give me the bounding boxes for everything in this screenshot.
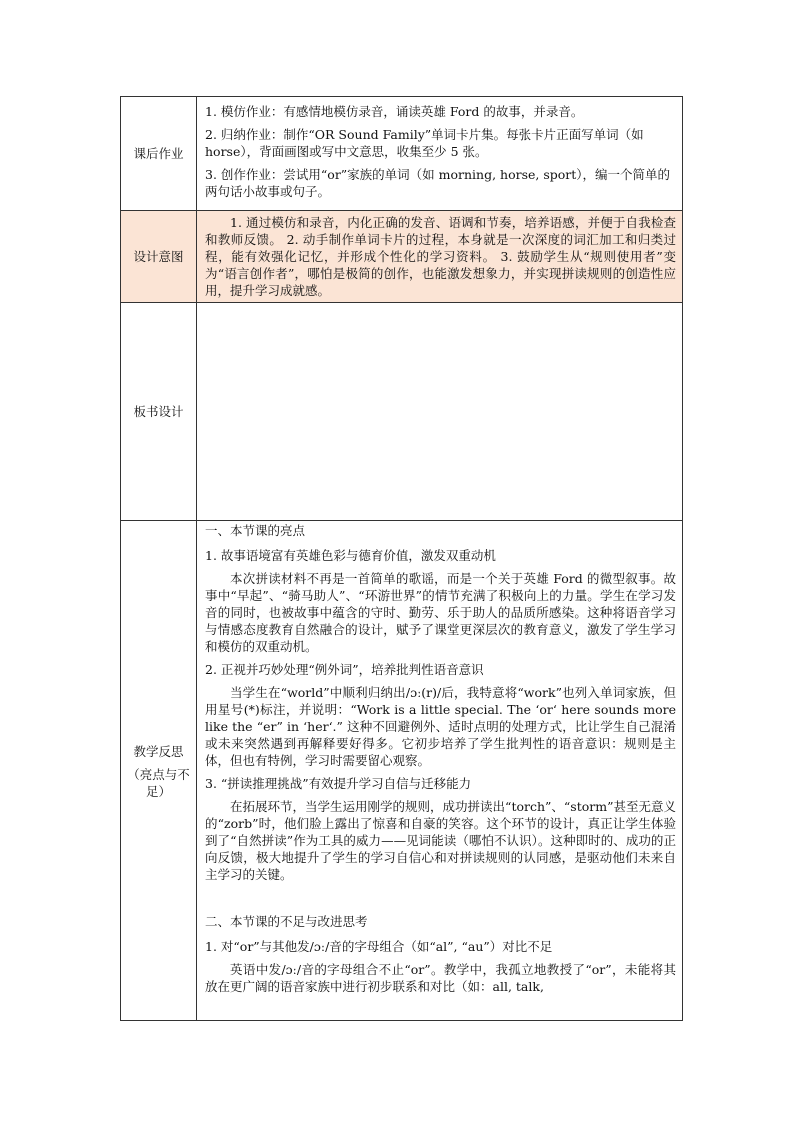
shortcoming-1-title: 1. 对“or”与其他发/ɔː/音的字母组合（如“al”, “au”）对比不足	[205, 939, 553, 954]
lesson-plan-table	[120, 96, 683, 1021]
homework-content	[197, 97, 683, 211]
design-intent-content	[197, 211, 683, 303]
reflection-sublabel: （亮点与不足）	[127, 766, 190, 799]
highlight-2-text: 当学生在“world”中顺利归纳出/ɔː(r)/后，我特意将“work”也列入单词家族，但用星号(*)标注，并说明：“Work is a little special. The ‘or‘ here sounds more like the “er” in ‘her‘.” 这种不回避例外、适时点明的处理方式，比让学生自己混淆或未来突然遇到再解释要好得多。它初步培养了学生批判性的语音意识：规则是主体，但也有特例，学习时需要留心观察。	[205, 685, 676, 768]
shortcoming-1-text: 英语中发/ɔː/音的字母组合不止“or”。教学中，我孤立地教授了“or”，未能将其放在更广阔的语音家族中进行初步联系和对比（如：all, talk,	[205, 962, 676, 994]
highlight-1-title: 1. 故事语境富有英雄色彩与德育价值，激发双重动机	[205, 548, 496, 563]
reflection-content	[197, 521, 683, 1021]
board-design-content	[197, 303, 683, 521]
highlights-heading: 一、本节课的亮点	[205, 523, 306, 538]
design-intent-label: 设计意图	[121, 211, 197, 303]
highlight-1-text: 本次拼读材料不再是一首简单的歌谣，而是一个关于英雄 Ford 的微型叙事。故事中“早起”、“骑马助人”、“环游世界”的情节充满了积极向上的力量。学生在学习发音的同时，也被故事中蕴含的守时、勤劳、乐于助人的品质所感染。这种将语音学习与情感态度教育自然融合的设计，赋予了课堂更深层次的教育意义，激发了学生学习和模仿的双重动机。	[205, 571, 676, 654]
homework-item-2: 2. 归纳作业：制作“OR Sound Family”单词卡片集。每张卡片正面写单词（如 horse），背面画图或写中文意思，收集至少 5 张。	[205, 127, 644, 159]
homework-item-1: 1. 模仿作业：有感情地模仿录音，诵读英雄 Ford 的故事，并录音。	[205, 104, 584, 119]
reflection-title: 教学反思	[133, 743, 184, 759]
highlight-3-text: 在拓展环节，当学生运用刚学的规则，成功拼读出“torch”、“storm”甚至无意义的“zorb”时，他们脸上露出了惊喜和自豪的笑容。这个环节的设计，真正让学生体验到了“自然拼读”作为工具的威力——见词能读（哪怕不认识）。这种即时的、成功的正向反馈，极大地提升了学生的学习自信心和对拼读规则的认同感，是驱动他们未来自主学习的关键。	[205, 799, 676, 882]
design-intent-text: 1. 通过模仿和录音，内化正确的发音、语调和节奏，培养语感，并便于自我检查和教师反馈。 2. 动手制作单词卡片的过程，本身就是一次深度的词汇加工和归类过程，能有效强化记忆，并形成个性化的学习资料。 3. 鼓励学生从“规则使用者”变为“语言创作者”，哪怕是极简的创作，也能激发想象力，并实现拼读规则的创造性应用，提升学习成就感。	[205, 215, 676, 298]
design-intent-row	[121, 211, 683, 303]
homework-row	[121, 97, 683, 211]
board-design-row	[121, 303, 683, 521]
homework-item-3: 3. 创作作业：尝试用“or”家族的单词（如 morning, horse, sport），编一个简单的两句话小故事或句子。	[205, 167, 671, 199]
highlight-2-title: 2. 正视并巧妙处理“例外词”，培养批判性语音意识	[205, 662, 484, 677]
homework-label: 课后作业	[121, 97, 197, 211]
shortcomings-heading: 二、本节课的不足与改进思考	[205, 914, 368, 929]
highlight-3-title: 3. “拼读推理挑战”有效提升学习自信与迁移能力	[205, 776, 472, 791]
reflection-label	[121, 521, 197, 1021]
spacer	[205, 889, 676, 913]
reflection-row	[121, 521, 683, 1021]
board-design-label: 板书设计	[121, 303, 197, 521]
